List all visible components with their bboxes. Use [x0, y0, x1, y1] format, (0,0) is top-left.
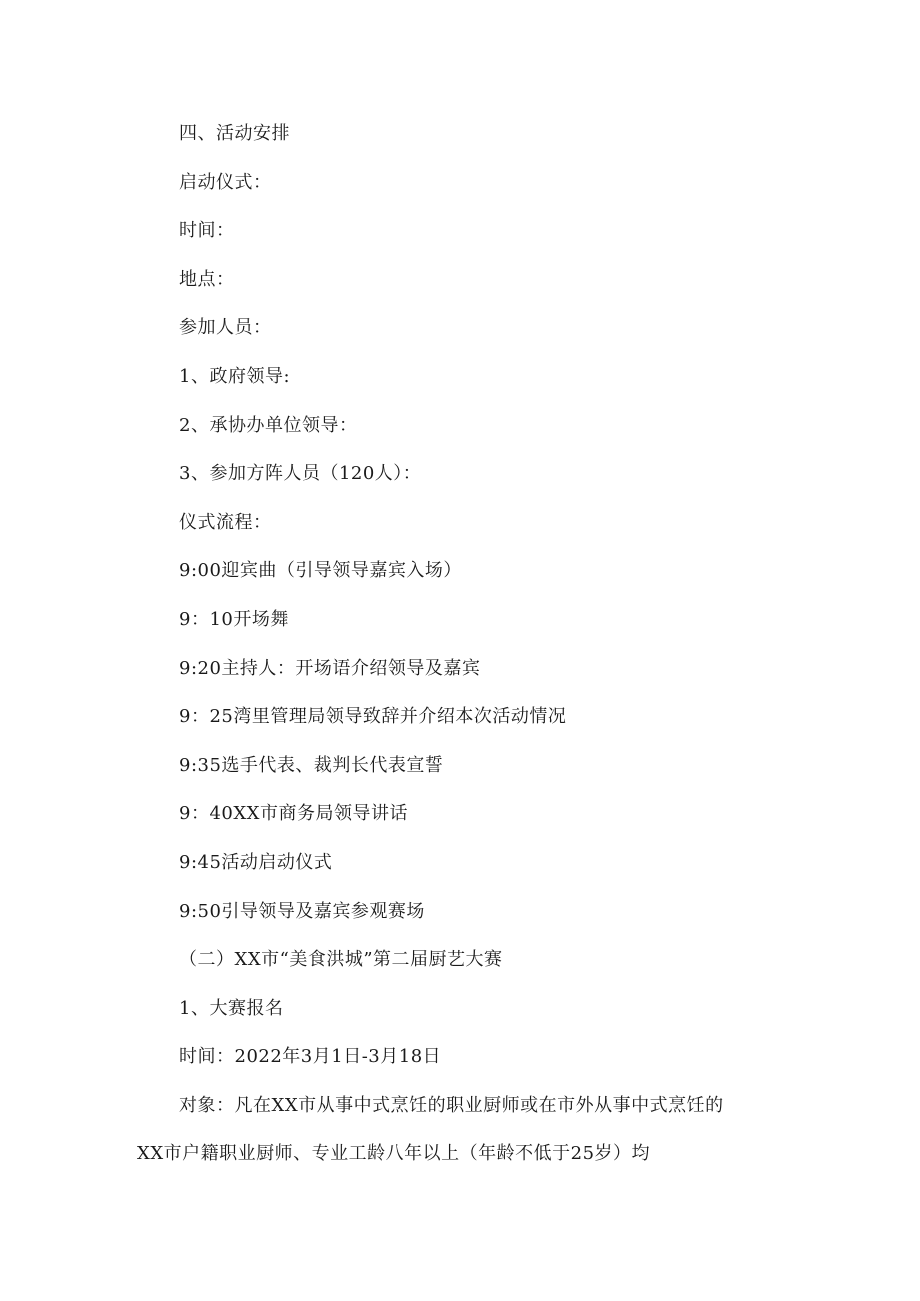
- schedule-item: 9：25湾里管理局领导致辞并介绍本次活动情况: [179, 706, 567, 728]
- schedule-item: 9:20主持人：开场语介绍领导及嘉宾: [179, 657, 481, 679]
- paragraph-line: 参加人员：: [179, 317, 272, 339]
- subsection-heading: （二）XX市“美食洪城”第二届厨艺大赛: [179, 949, 503, 971]
- paragraph-line: 启动仪式：: [179, 171, 272, 193]
- schedule-item: 9:00迎宾曲（引导领导嘉宾入场）: [179, 560, 462, 582]
- list-item: 1、大赛报名: [179, 997, 284, 1019]
- paragraph-line: 对象：凡在XX市从事中式烹饪的职业厨师或在市外从事中式烹饪的: [179, 1094, 724, 1116]
- paragraph-line: 仪式流程：: [179, 511, 272, 533]
- paragraph-line: 时间：: [179, 220, 235, 242]
- schedule-item: 9：40XX市商务局领导讲话: [179, 803, 408, 825]
- schedule-item: 9:50引导领导及嘉宾参观赛场: [179, 900, 425, 922]
- paragraph-line: XX市户籍职业厨师、专业工龄八年以上（年龄不低于25岁）均: [137, 1143, 651, 1165]
- schedule-item: 9:35选手代表、裁判长代表宣誓: [179, 754, 444, 776]
- document-body: [0, 110, 920, 1179]
- list-item: 2、承协办单位领导：: [179, 414, 358, 436]
- paragraph-line: 地点：: [179, 268, 235, 290]
- paragraph-line: 时间：2022年3月1日-3月18日: [179, 1046, 442, 1068]
- schedule-item: 9:45活动启动仪式: [179, 851, 333, 873]
- schedule-item: 9：10开场舞: [179, 608, 289, 630]
- list-item: 1、政府领导:: [179, 365, 291, 387]
- list-item: 3、参加方阵人员（120人）：: [179, 463, 422, 485]
- section-heading: 四、活动安排: [179, 123, 290, 144]
